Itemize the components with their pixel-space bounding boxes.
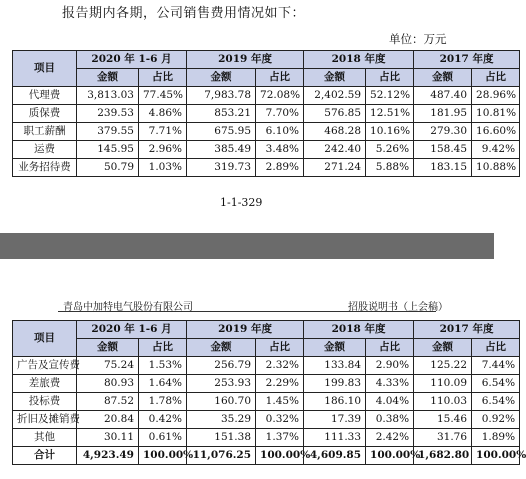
amount-cell: 110.09	[414, 375, 472, 393]
ratio-cell: 1.64%	[139, 375, 187, 393]
ratio-cell: 10.88%	[472, 159, 520, 177]
ratio-cell: 1.78%	[139, 393, 187, 411]
row-label: 合计	[13, 447, 77, 465]
header-period: 2017 年度	[414, 51, 520, 69]
ratio-cell: 1.03%	[139, 159, 187, 177]
header-ratio: 占比	[472, 69, 520, 87]
header-amount: 金额	[77, 339, 139, 357]
ratio-cell: 1.53%	[139, 357, 187, 375]
amount-cell: 853.21	[187, 105, 256, 123]
header-period: 2017 年度	[414, 321, 520, 339]
amount-cell: 271.24	[304, 159, 366, 177]
amount-cell: 4,923.49	[77, 447, 139, 465]
header-period: 2019 年度	[187, 321, 304, 339]
ratio-cell: 6.54%	[472, 393, 520, 411]
amount-cell: 256.79	[187, 357, 256, 375]
row-label: 差旅费	[13, 375, 77, 393]
header-ratio: 占比	[366, 69, 414, 87]
ratio-cell: 12.51%	[366, 105, 414, 123]
amount-cell: 158.45	[414, 141, 472, 159]
amount-cell: 111.33	[304, 429, 366, 447]
amount-cell: 35.29	[187, 411, 256, 429]
ratio-cell: 3.48%	[256, 141, 304, 159]
header-ratio: 占比	[366, 339, 414, 357]
ratio-cell: 0.38%	[366, 411, 414, 429]
row-label: 业务招待费	[13, 159, 77, 177]
ratio-cell: 5.26%	[366, 141, 414, 159]
intro-text: 报告期内各期，公司销售费用情况如下：	[62, 6, 306, 21]
ratio-cell: 4.04%	[366, 393, 414, 411]
table-row	[13, 105, 520, 123]
header-amount: 金额	[187, 339, 256, 357]
amount-cell: 30.11	[77, 429, 139, 447]
amount-cell: 199.83	[304, 375, 366, 393]
amount-cell: 160.70	[187, 393, 256, 411]
header-amount: 金额	[414, 339, 472, 357]
ratio-cell: 1.37%	[256, 429, 304, 447]
header-period: 2018 年度	[304, 321, 414, 339]
header-ratio: 占比	[256, 339, 304, 357]
header-rule	[58, 311, 436, 312]
ratio-cell: 0.42%	[139, 411, 187, 429]
ratio-cell: 2.42%	[366, 429, 414, 447]
row-label: 代理费	[13, 87, 77, 105]
header-amount: 金额	[77, 69, 139, 87]
amount-cell: 3,813.03	[77, 87, 139, 105]
header-period: 2020 年 1-6 月	[77, 321, 187, 339]
amount-cell: 675.95	[187, 123, 256, 141]
header-period: 2018 年度	[304, 51, 414, 69]
ratio-cell: 7.71%	[139, 123, 187, 141]
amount-cell: 17.39	[304, 411, 366, 429]
company-name: 青岛中加特电气股份有限公司	[63, 302, 193, 313]
amount-cell: 1,682.80	[414, 447, 472, 465]
row-label: 投标费	[13, 393, 77, 411]
row-label: 折旧及摊销费	[13, 411, 77, 429]
table-row	[13, 429, 520, 447]
ratio-cell: 6.54%	[472, 375, 520, 393]
ratio-cell: 16.60%	[472, 123, 520, 141]
amount-cell: 145.95	[77, 141, 139, 159]
table-row	[13, 411, 520, 429]
amount-cell: 468.28	[304, 123, 366, 141]
ratio-cell: 100.00%	[472, 447, 520, 465]
ratio-cell: 1.89%	[472, 429, 520, 447]
ratio-cell: 5.88%	[366, 159, 414, 177]
ratio-cell: 72.08%	[256, 87, 304, 105]
header-ratio: 占比	[139, 69, 187, 87]
header-item: 项目	[13, 51, 77, 87]
ratio-cell: 100.00%	[256, 447, 304, 465]
ratio-cell: 100.00%	[366, 447, 414, 465]
table-row	[13, 375, 520, 393]
amount-cell: 80.93	[77, 375, 139, 393]
header-period: 2019 年度	[187, 51, 304, 69]
row-label: 运费	[13, 141, 77, 159]
amount-cell: 110.03	[414, 393, 472, 411]
amount-cell: 2,402.59	[304, 87, 366, 105]
header-ratio: 占比	[139, 339, 187, 357]
header-item: 项目	[13, 321, 77, 357]
table-row	[13, 141, 520, 159]
total-row	[13, 447, 520, 465]
ratio-cell: 4.86%	[139, 105, 187, 123]
amount-cell: 279.30	[414, 123, 472, 141]
amount-cell: 133.84	[304, 357, 366, 375]
amount-cell: 20.84	[77, 411, 139, 429]
row-label: 其他	[13, 429, 77, 447]
ratio-cell: 100.00%	[139, 447, 187, 465]
header-amount: 金额	[304, 69, 366, 87]
ratio-cell: 10.16%	[366, 123, 414, 141]
header-ratio: 占比	[256, 69, 304, 87]
header-amount: 金额	[414, 69, 472, 87]
page-break-band	[0, 233, 494, 259]
sales-expense-table-part1	[12, 50, 520, 177]
amount-cell: 31.76	[414, 429, 472, 447]
amount-cell: 379.55	[77, 123, 139, 141]
amount-cell: 151.38	[187, 429, 256, 447]
ratio-cell: 0.32%	[256, 411, 304, 429]
ratio-cell: 4.33%	[366, 375, 414, 393]
amount-cell: 11,076.25	[187, 447, 256, 465]
amount-cell: 4,609.85	[304, 447, 366, 465]
amount-cell: 75.24	[77, 357, 139, 375]
header-ratio: 占比	[472, 339, 520, 357]
table-row	[13, 159, 520, 177]
ratio-cell: 52.12%	[366, 87, 414, 105]
amount-cell: 242.40	[304, 141, 366, 159]
amount-cell: 125.22	[414, 357, 472, 375]
ratio-cell: 10.81%	[472, 105, 520, 123]
row-label: 质保费	[13, 105, 77, 123]
table-row	[13, 357, 520, 375]
ratio-cell: 7.70%	[256, 105, 304, 123]
header-amount: 金额	[187, 69, 256, 87]
ratio-cell: 9.42%	[472, 141, 520, 159]
amount-cell: 239.53	[77, 105, 139, 123]
amount-cell: 183.15	[414, 159, 472, 177]
row-label: 职工薪酬	[13, 123, 77, 141]
ratio-cell: 2.96%	[139, 141, 187, 159]
ratio-cell: 7.44%	[472, 357, 520, 375]
ratio-cell: 2.32%	[256, 357, 304, 375]
ratio-cell: 77.45%	[139, 87, 187, 105]
amount-cell: 50.79	[77, 159, 139, 177]
amount-cell: 319.73	[187, 159, 256, 177]
unit-label: 单位：万元	[389, 32, 447, 46]
ratio-cell: 2.89%	[256, 159, 304, 177]
row-label: 广告及宣传费	[13, 357, 77, 375]
amount-cell: 15.46	[414, 411, 472, 429]
amount-cell: 186.10	[304, 393, 366, 411]
sales-expense-table-part2	[12, 320, 526, 465]
table-row	[13, 123, 520, 141]
header-period: 2020 年 1-6 月	[77, 51, 187, 69]
ratio-cell: 1.45%	[256, 393, 304, 411]
ratio-cell: 6.10%	[256, 123, 304, 141]
amount-cell: 7,983.78	[187, 87, 256, 105]
amount-cell: 576.85	[304, 105, 366, 123]
ratio-cell: 2.90%	[366, 357, 414, 375]
ratio-cell: 0.92%	[472, 411, 520, 429]
table-row	[13, 87, 520, 105]
document-title: 招股说明书（上会稿）	[348, 302, 448, 313]
table-row	[13, 393, 520, 411]
ratio-cell: 28.96%	[472, 87, 520, 105]
page-number: 1-1-329	[220, 196, 263, 209]
amount-cell: 253.93	[187, 375, 256, 393]
amount-cell: 87.52	[77, 393, 139, 411]
amount-cell: 181.95	[414, 105, 472, 123]
ratio-cell: 2.29%	[256, 375, 304, 393]
header-amount: 金额	[304, 339, 366, 357]
ratio-cell: 0.61%	[139, 429, 187, 447]
amount-cell: 487.40	[414, 87, 472, 105]
amount-cell: 385.49	[187, 141, 256, 159]
